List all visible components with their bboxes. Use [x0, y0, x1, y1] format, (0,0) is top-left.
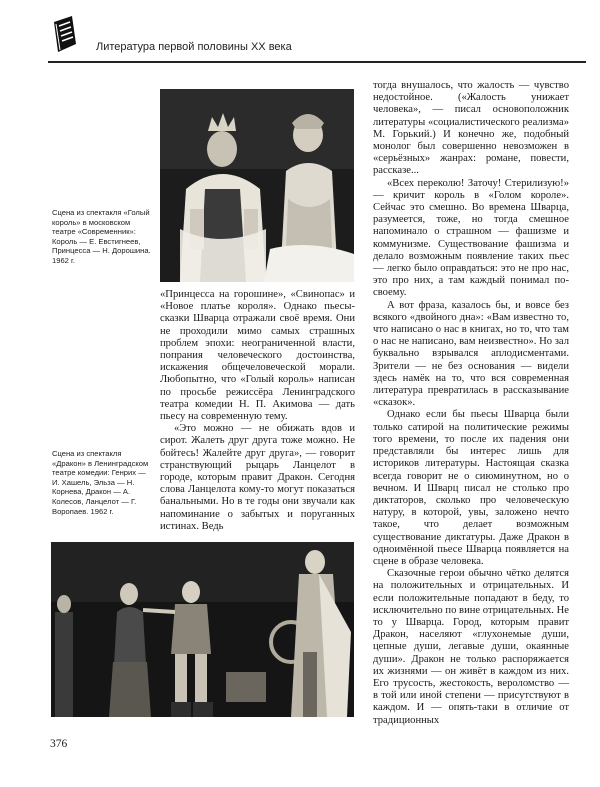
- header-rule: [48, 61, 586, 63]
- book-logo-icon: [50, 14, 80, 54]
- paragraph: Сказочные герои обычно чётко делятся на положительных и отрицательных. И если положительные попадают в беду, то исключительно по вине отрицательных. Не то у Шварца. Город, которым правит Дракон, населяют «глухонемые души, цепные души, легавые души, окаянные души». Дракон не только распоряжается их жизнями — он живёт в каждом из них. Его трусость, жестокость, вероломство — в той или иной степени — присутствуют в каждом. И — опять-таки в отличие от традиционных: [373, 568, 569, 726]
- photo-dragon: [51, 542, 354, 717]
- page-number: 376: [50, 738, 68, 750]
- paragraph: тогда внушалось, что жалость — чувство недостойное. («Жалость унижает человека», — писал основоположник литературы «социалистического реализма» М. Горький.) И конечно же, подобный монолог был совершенно невозможен в «серьёзных» жанрах: романе, повести, рассказе...: [373, 80, 569, 177]
- paragraph: Однако если бы пьесы Шварца были только сатирой на политические режимы того времени, то после их падения они представляли бы интерес лишь для историков литературы. Настоящая сказка всегда говорит не о сиюминутном, но о вечном. И Шварц писал не столько про диктаторов, сколько про человеческую натуру, в которой, увы, заложено нечто такое, что делает возможным существование диктатуры. Даже Дракон в одноимённой пьесе Шварца появляется на сцене в образе человека.: [373, 409, 569, 567]
- photo-naked-king: [160, 89, 354, 282]
- stage-photo-naked-king: [160, 89, 354, 282]
- running-header: Литература первой половины XX века: [96, 41, 292, 53]
- paragraph: «Принцесса на горошине», «Свинопас» и «Новое платье короля». Однако пьесы-сказки Шварца отражали своё время. Они не проходили мимо самых страшных проблем эпохи: неограниченной власти, попрания человеческого достоинства, искажения общечеловеческой морали. Любопытно, что «Голый король» написан по просьбе режиссёра Ленинградского театра комедии Н. П. Акимова — дать пьесу на современную тему.: [160, 289, 355, 423]
- caption-naked-king: Сцена из спектакля «Голый король» в московском театре «Современник»: Король — Е. Евстигнеев, Принцесса — Н. Дорошина. 1962 г.: [52, 208, 151, 265]
- caption-dragon: Сцена из спектакля «Дракон» в Ленинградском театре комедии: Генрих — И. Хашель, Эльза — Н. Корнева, Дракон — А. Колесов, Ланцелот — Г. Воропаев. 1962 г.: [52, 449, 149, 516]
- paragraph: «Это можно — не обижать вдов и сирот. Жалеть друг друга тоже можно. Не бойтесь! Жалейте друг друга», — говорит странствующий рыцарь Ланцелот в городе, которым правит Дракон. Сегодня слова Ланцелота кому-то могут показаться банальными. Но в те годы они звучали как напоминание о забытых и поруганных истинах. Ведь: [160, 423, 355, 532]
- stage-photo-dragon: [51, 542, 354, 717]
- paragraph: А вот фраза, казалось бы, и вовсе без всякого «двойного дна»: «Вам известно то, что написано о нас в книгах, но то, что там о нас не написано, вам неизвестно». Но зал буквально взрывался аплодисментами. Зрители — не без основания — видели здесь намёк на то, что вся современная литература превратилась в рассказывание «сказок».: [373, 299, 569, 409]
- paragraph: «Всех переколю! Заточу! Стерилизую!» — кричит король в «Голом короле». Сейчас это смешно. Во времена Шварца, разумеется, тоже, но тогда смешное напоминало о страшном — фашизме и коммунизме. Существование фашизма и делало возможным появление таких пьес — легко было оправдаться: это не про нас, это про них, а там каждый понимал по-своему.: [373, 177, 569, 299]
- text-column-right: [373, 80, 569, 727]
- text-column-left: [160, 289, 355, 533]
